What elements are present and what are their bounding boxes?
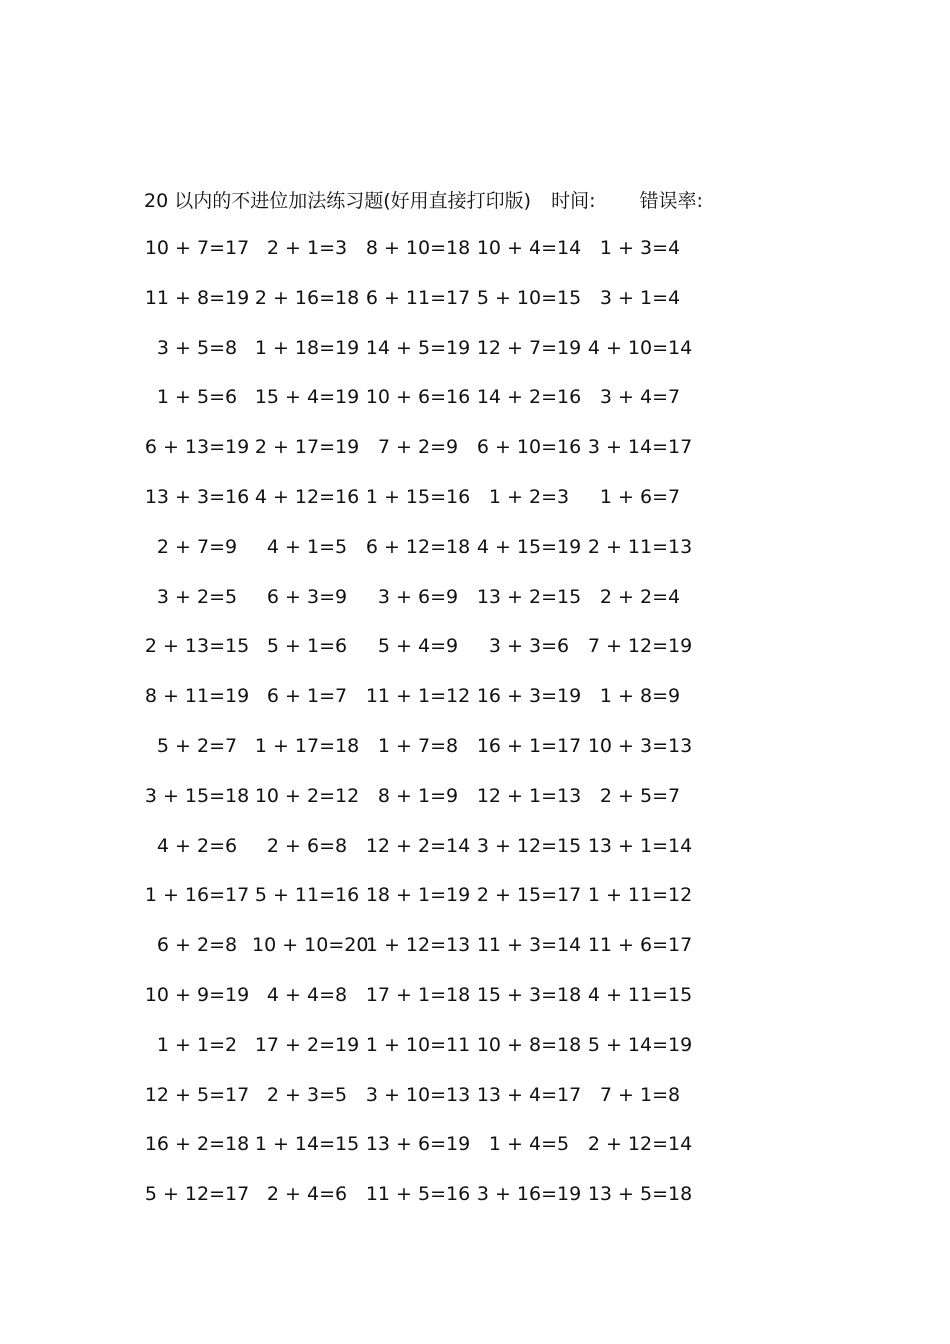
- equation-item: 2 + 5=7: [599, 784, 681, 807]
- equation-item: 3 + 12=15: [476, 834, 582, 857]
- equation-item: 5 + 10=15: [476, 286, 582, 309]
- equation-item: 5 + 4=9: [377, 635, 459, 658]
- equation-item: 13 + 6=19: [365, 1133, 471, 1156]
- equation-item: 3 + 16=19: [476, 1183, 582, 1206]
- equation-item: 16 + 3=19: [476, 685, 582, 708]
- equation-item: 2 + 6=8: [266, 834, 348, 857]
- equation-item: 2 + 4=6: [266, 1183, 348, 1206]
- equation-row: [150, 532, 710, 582]
- equation-item: 11 + 3=14: [476, 934, 582, 957]
- equation-row: [150, 930, 710, 980]
- equation-item: 12 + 2=14: [365, 834, 471, 857]
- equation-row: [144, 631, 710, 681]
- equation-row: [144, 781, 710, 831]
- equation-item: 2 + 3=5: [266, 1083, 348, 1106]
- equation-item: 10 + 10=20: [252, 934, 369, 957]
- equation-item: 6 + 13=19: [144, 436, 250, 459]
- equation-item: 2 + 12=14: [587, 1133, 693, 1156]
- equation-item: 10 + 8=18: [476, 1033, 582, 1056]
- equation-item: 11 + 1=12: [365, 685, 471, 708]
- equation-item: 4 + 1=5: [266, 535, 348, 558]
- equation-item: 1 + 3=4: [599, 237, 681, 259]
- equation-item: 3 + 1=4: [599, 286, 681, 309]
- equation-item: 1 + 16=17: [144, 884, 250, 907]
- worksheet-header: [144, 186, 703, 216]
- equation-row: [150, 1030, 710, 1080]
- equation-item: 3 + 3=6: [488, 635, 570, 658]
- equation-item: 15 + 4=19: [254, 386, 360, 409]
- equation-row: [144, 1080, 710, 1130]
- equation-row: [144, 980, 710, 1030]
- equation-item: 1 + 7=8: [377, 734, 459, 757]
- equation-item: 1 + 4=5: [488, 1133, 570, 1156]
- equation-item: 4 + 12=16: [254, 485, 360, 508]
- equation-row: [144, 1129, 710, 1179]
- equation-row: [150, 382, 710, 432]
- equation-item: 12 + 7=19: [476, 336, 582, 359]
- equation-item: 11 + 6=17: [587, 934, 693, 957]
- time-label: 时间:: [551, 190, 596, 212]
- equation-item: 1 + 8=9: [599, 685, 681, 708]
- equation-item: 16 + 2=18: [144, 1133, 250, 1156]
- equation-item: 2 + 2=4: [599, 585, 681, 608]
- equation-item: 4 + 10=14: [587, 336, 693, 359]
- equation-item: 3 + 14=17: [587, 436, 693, 459]
- equation-row: [144, 880, 710, 930]
- equation-item: 5 + 11=16: [254, 884, 360, 907]
- equation-item: 7 + 12=19: [587, 635, 693, 658]
- equation-item: 13 + 5=18: [587, 1183, 693, 1206]
- equation-item: 1 + 18=19: [254, 336, 360, 359]
- equation-item: 10 + 3=13: [587, 734, 693, 757]
- equation-item: 14 + 2=16: [476, 386, 582, 409]
- equation-row: [144, 283, 710, 333]
- equation-item: 2 + 16=18: [254, 286, 360, 309]
- equation-item: 5 + 2=7: [156, 734, 238, 757]
- equation-item: 2 + 17=19: [254, 436, 360, 459]
- equation-item: 5 + 12=17: [144, 1183, 250, 1206]
- equation-item: 13 + 2=15: [476, 585, 582, 608]
- equation-item: 3 + 2=5: [156, 585, 238, 608]
- equation-item: 1 + 11=12: [587, 884, 693, 907]
- equation-item: 1 + 14=15: [254, 1133, 360, 1156]
- equation-item: 6 + 11=17: [365, 286, 471, 309]
- equation-item: 1 + 6=7: [599, 485, 681, 508]
- equation-item: 1 + 5=6: [156, 386, 238, 409]
- equation-item: 1 + 2=3: [488, 485, 570, 508]
- equation-row: [144, 1179, 710, 1229]
- equation-item: 2 + 7=9: [156, 535, 238, 558]
- equation-item: 6 + 1=7: [266, 685, 348, 708]
- equation-item: 10 + 4=14: [476, 237, 582, 259]
- equation-item: 6 + 12=18: [365, 535, 471, 558]
- equation-item: 8 + 11=19: [144, 685, 250, 708]
- equation-item: 14 + 5=19: [365, 336, 471, 359]
- equation-item: 3 + 6=9: [377, 585, 459, 608]
- equation-item: 1 + 10=11: [365, 1033, 471, 1056]
- equation-item: 10 + 6=16: [365, 386, 471, 409]
- equation-item: 10 + 2=12: [254, 784, 360, 807]
- equation-item: 12 + 5=17: [144, 1083, 250, 1106]
- equation-row: [144, 681, 710, 731]
- equation-item: 6 + 3=9: [266, 585, 348, 608]
- equation-item: 8 + 1=9: [377, 784, 459, 807]
- equation-item: 10 + 9=19: [144, 983, 250, 1006]
- equation-item: 6 + 2=8: [156, 934, 238, 957]
- equation-row: [144, 432, 710, 482]
- equation-item: 13 + 3=16: [144, 485, 250, 508]
- equation-item: 3 + 15=18: [144, 784, 250, 807]
- equation-item: 11 + 8=19: [144, 286, 250, 309]
- equation-item: 8 + 10=18: [365, 237, 471, 259]
- equation-row: [150, 582, 710, 632]
- equation-item: 10 + 7=17: [144, 237, 250, 259]
- equation-row: [150, 831, 710, 881]
- equation-item: 5 + 1=6: [266, 635, 348, 658]
- equation-item: 1 + 15=16: [365, 485, 471, 508]
- equation-item: 3 + 10=13: [365, 1083, 471, 1106]
- error-rate-label: 错误率:: [639, 190, 703, 212]
- worksheet-title: 20 以内的不进位加法练习题(好用直接打印版): [144, 190, 532, 212]
- equation-item: 2 + 1=3: [266, 237, 348, 259]
- equation-item: 17 + 1=18: [365, 983, 471, 1006]
- equation-item: 7 + 1=8: [599, 1083, 681, 1106]
- equation-item: 4 + 11=15: [587, 983, 693, 1006]
- equation-item: 4 + 2=6: [156, 834, 238, 857]
- equation-row: [144, 233, 710, 283]
- equation-item: 13 + 1=14: [587, 834, 693, 857]
- equation-item: 3 + 4=7: [599, 386, 681, 409]
- equation-item: 6 + 10=16: [476, 436, 582, 459]
- equation-item: 1 + 17=18: [254, 734, 360, 757]
- equation-item: 12 + 1=13: [476, 784, 582, 807]
- equation-item: 3 + 5=8: [156, 336, 238, 359]
- equation-row: [150, 333, 710, 383]
- equation-row: [150, 731, 710, 781]
- equation-item: 4 + 4=8: [266, 983, 348, 1006]
- equation-item: 7 + 2=9: [377, 436, 459, 459]
- equation-item: 1 + 12=13: [365, 934, 471, 957]
- equation-grid: [144, 233, 710, 1229]
- equation-item: 2 + 11=13: [587, 535, 693, 558]
- equation-item: 4 + 15=19: [476, 535, 582, 558]
- equation-item: 5 + 14=19: [587, 1033, 693, 1056]
- equation-row: [144, 482, 710, 532]
- equation-item: 2 + 13=15: [144, 635, 250, 658]
- equation-item: 13 + 4=17: [476, 1083, 582, 1106]
- equation-item: 16 + 1=17: [476, 734, 582, 757]
- equation-item: 17 + 2=19: [254, 1033, 360, 1056]
- equation-item: 18 + 1=19: [365, 884, 471, 907]
- equation-item: 1 + 1=2: [156, 1033, 238, 1056]
- equation-item: 15 + 3=18: [476, 983, 582, 1006]
- equation-item: 11 + 5=16: [365, 1183, 471, 1206]
- equation-item: 2 + 15=17: [476, 884, 582, 907]
